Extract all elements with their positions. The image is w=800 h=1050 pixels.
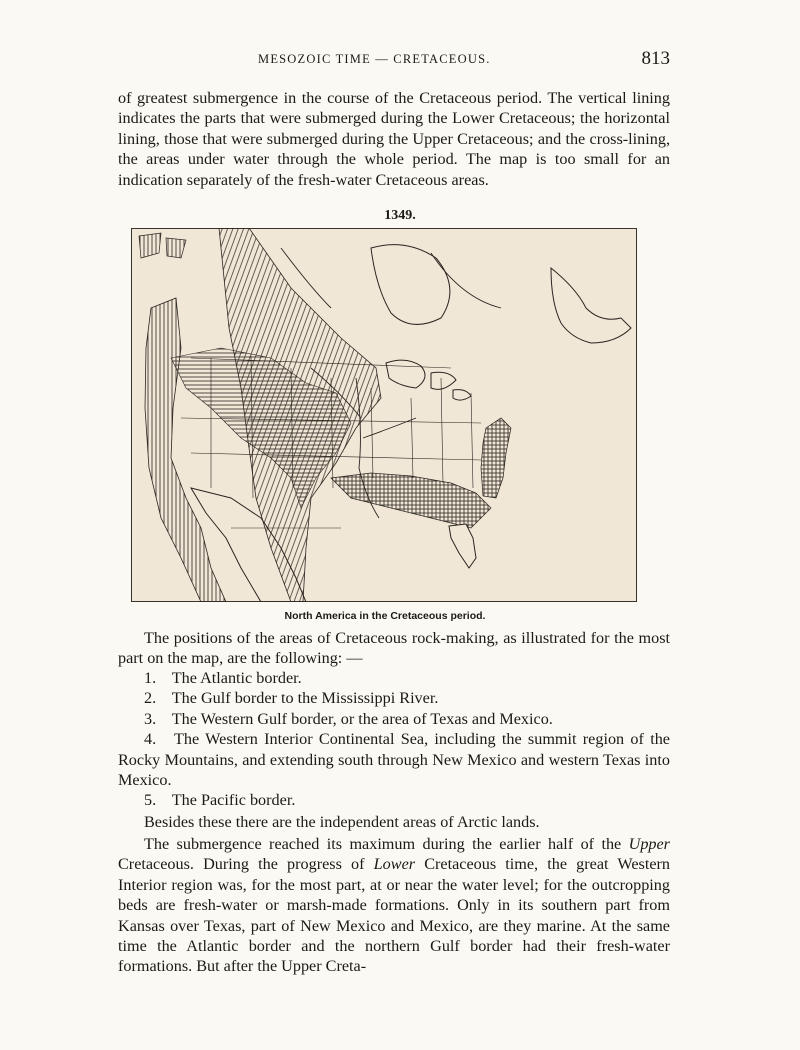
cretaceous-map (131, 228, 637, 602)
final-paragraph: The submergence reached its maximum during the earlier half of the Upper Cretaceous. During the progress of Lower Cretaceous time, the great Western Interior region was, for the most part, at or near the water level; for the outcropping beds are fresh-water or marsh-made formations. Only in its southern part from Kansas over Texas, part of New Mexico and Mexico, are they marine. At the same time the Atlantic border and the northern Gulf border had their fresh-water formations. But after the Upper Creta- (118, 835, 670, 976)
list-item: 4. The Western Interior Continental Sea, including the summit region of the Rocky Mountains, and extending south through New Mexico and western Texas into Mexico. (118, 730, 670, 790)
running-head: MESOZOIC TIME — CRETACEOUS. (258, 52, 491, 66)
list-item: 1. The Atlantic border. (144, 669, 302, 687)
map-illustration (131, 228, 637, 602)
besides-paragraph: Besides these there are the independent areas of Arctic lands. (144, 813, 540, 831)
list-intro: The positions of the areas of Cretaceous rock-making, as illustrated for the most part on the map, are the following: — (118, 629, 670, 668)
figure-caption: North America in the Cretaceous period. (284, 610, 486, 622)
area-list (118, 668, 670, 811)
page-header (118, 48, 670, 72)
page-number: 813 (641, 48, 670, 69)
list-item: 3. The Western Gulf border, or the area of Texas and Mexico. (144, 709, 553, 728)
intro-paragraph: of greatest submergence in the course of the Cretaceous period. The vertical lining indicates the parts that were submerged during the Lower Cretaceous; the horizontal lining, those that were submerged during the Upper Cretaceous; and the cross-lining, the areas under water through the whole period. The map is too small for an indication separately of the fresh-water Cretaceous areas. (118, 89, 670, 189)
list-item: 5. The Pacific border. (144, 791, 296, 810)
figure-number: 1349. (384, 208, 416, 223)
list-item: 2. The Gulf border to the Mississippi River. (144, 689, 439, 708)
